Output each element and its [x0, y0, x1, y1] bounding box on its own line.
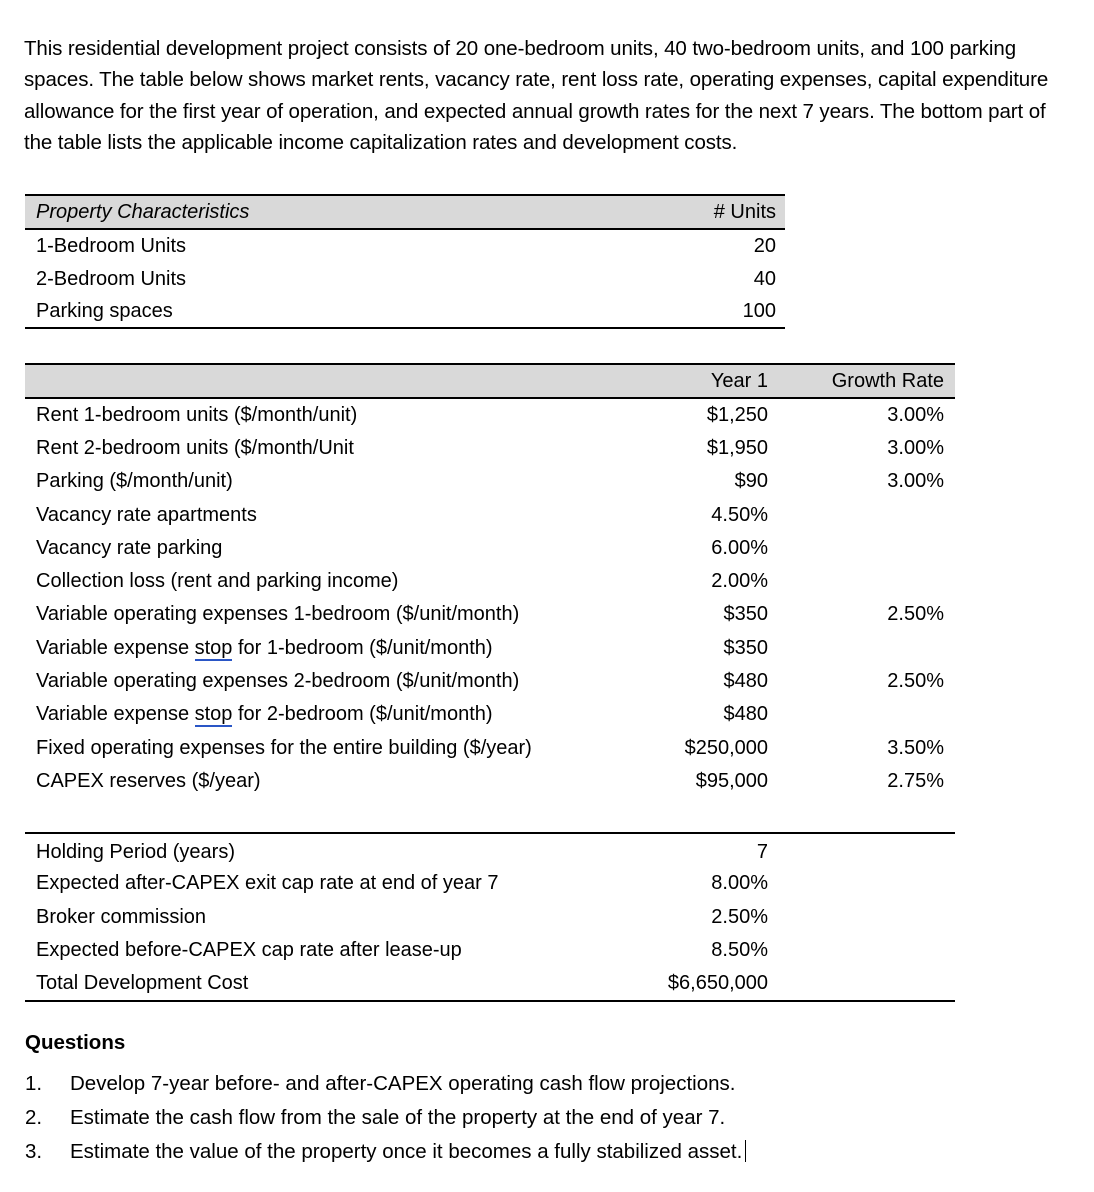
property-header-label: Property Characteristics [25, 195, 602, 229]
operating-row-growth: 3.00% [887, 436, 944, 459]
operating-row-year1: $90 [734, 470, 768, 493]
operating-row-growth: 3.00% [887, 470, 944, 493]
questions-list [25, 1067, 1005, 1169]
terms-row-blank [780, 900, 955, 934]
terms-table-body [25, 833, 955, 1001]
property-row-units: 100 [602, 295, 785, 328]
operating-row-growth: 2.75% [887, 769, 944, 792]
property-row-label: 1-Bedroom Units [36, 235, 187, 257]
operating-row-year1: $1,950 [706, 436, 768, 459]
terms-row-label: Broker commission [36, 905, 207, 928]
operating-row-label [25, 698, 635, 731]
list-item-text: Develop 7-year before- and after-CAPEX operating cash flow projections. [70, 1072, 736, 1095]
property-table-body [25, 229, 785, 328]
terms-row-blank [780, 934, 955, 968]
operating-row-label: Fixed operating expenses for the entire building ($/year) [36, 736, 532, 759]
intro-paragraph: This residential development project consists of 20 one-bedroom units, 40 two-bedroom units, and 100 parking spaces. The table below shows market rents, vacancy rate, rent loss rate, operating expenses, capital expenditure allowance for the first year of operation, and expected annual growth rates for the next 7 years. The bottom part of the table lists the applicable income capitalization rates and development costs. [24, 36, 1049, 154]
terms-row-value: 8.50% [711, 939, 768, 962]
label-post: for 1-bedroom ($/unit/month) [232, 636, 493, 659]
property-characteristics-table [25, 194, 785, 329]
table-row [25, 564, 955, 597]
table-row [25, 262, 785, 295]
property-header-units: # Units [602, 195, 785, 229]
operating-row-growth [780, 564, 955, 597]
property-row-units: 20 [753, 235, 776, 257]
terms-table [25, 832, 955, 1002]
operating-row-label: CAPEX reserves ($/year) [36, 769, 261, 792]
table-row [25, 934, 955, 968]
operating-table-head [25, 364, 955, 398]
operating-row-year1: $1,250 [706, 404, 768, 427]
operating-row-label: Rent 1-bedroom units ($/month/unit) [36, 404, 358, 427]
operating-row-year1: $95,000 [695, 769, 768, 792]
operating-row-growth [780, 498, 955, 531]
operating-row-label: Collection loss (rent and parking income) [36, 570, 399, 593]
table-row [25, 631, 955, 664]
operating-header-growth: Growth Rate [780, 364, 955, 398]
table-row [25, 295, 785, 328]
property-table-head [25, 195, 785, 229]
operating-row-year1: 4.50% [711, 503, 768, 526]
terms-row-label: Expected before-CAPEX cap rate after lease-up [36, 939, 462, 962]
operating-row-year1: $480 [723, 703, 768, 726]
table-row [25, 731, 955, 764]
operating-row-label: Variable operating expenses 2-bedroom ($/unit/month) [36, 670, 520, 693]
operating-row-growth [780, 631, 955, 664]
text-cursor [745, 1140, 746, 1162]
operating-table-body [25, 398, 955, 798]
list-item [25, 1135, 1005, 1169]
grammar-flagged-word[interactable]: stop [194, 636, 233, 659]
table-row [25, 398, 955, 431]
property-row-units: 40 [753, 267, 776, 290]
operating-row-year1: $350 [723, 603, 768, 626]
table-row [25, 465, 955, 498]
terms-row-label: Expected after-CAPEX exit cap rate at end of year 7 [36, 872, 499, 895]
table-row [25, 664, 955, 697]
terms-row-value: 2.50% [711, 905, 768, 928]
operating-row-growth: 2.50% [887, 670, 944, 693]
operating-row-year1: $250,000 [684, 736, 768, 759]
table-row [25, 764, 955, 797]
operating-table-header-row [25, 364, 955, 398]
list-item-number: 1. [25, 1072, 43, 1095]
operating-row-growth: 3.00% [887, 404, 944, 427]
terms-row-value: 7 [756, 840, 768, 863]
operating-row-growth [780, 531, 955, 564]
operating-row-year1: $480 [723, 670, 768, 693]
label-pre: Variable expense [36, 703, 195, 726]
questions-heading: Questions [25, 1031, 126, 1054]
list-item-text: Estimate the value of the property once it becomes a fully stabilized asset. [70, 1140, 743, 1163]
terms-row-blank [780, 833, 955, 867]
operating-row-label: Parking ($/month/unit) [36, 470, 233, 493]
label-post: for 2-bedroom ($/unit/month) [232, 703, 493, 726]
table-row [25, 867, 955, 901]
grammar-flagged-word[interactable]: stop [194, 703, 233, 726]
table-row [25, 833, 955, 867]
table-row [25, 967, 955, 1001]
table-row [25, 900, 955, 934]
terms-row-blank [780, 967, 955, 1001]
table-row [25, 498, 955, 531]
list-item [25, 1101, 1005, 1135]
terms-row-blank [780, 867, 955, 901]
operating-row-year1: 6.00% [711, 536, 768, 559]
operating-row-growth: 3.50% [887, 736, 944, 759]
table-row [25, 598, 955, 631]
table-row [25, 229, 785, 262]
operating-row-growth [780, 698, 955, 731]
operating-row-label: Vacancy rate apartments [36, 503, 257, 526]
list-item-number: 2. [25, 1106, 43, 1129]
terms-row-value: 8.00% [711, 872, 768, 895]
terms-row-label: Total Development Cost [36, 972, 249, 995]
property-row-label: 2-Bedroom Units [36, 267, 187, 290]
property-row-label: Parking spaces [25, 295, 602, 328]
list-item [25, 1067, 1005, 1101]
operating-header-year1: Year 1 [635, 364, 780, 398]
table-row [25, 698, 955, 731]
operating-row-growth: 2.50% [887, 603, 944, 626]
label-pre: Variable expense [36, 636, 195, 659]
table-row [25, 531, 955, 564]
list-item-text: Estimate the cash flow from the sale of the property at the end of year 7. [70, 1106, 726, 1129]
operating-assumptions-table [25, 363, 955, 798]
operating-row-year1: 2.00% [711, 570, 768, 593]
property-table-header-row [25, 195, 785, 229]
operating-row-label: Vacancy rate parking [36, 536, 223, 559]
terms-row-label: Holding Period (years) [36, 840, 235, 863]
operating-row-year1: $350 [723, 636, 768, 659]
operating-row-label: Variable operating expenses 1-bedroom ($/unit/month) [36, 603, 520, 626]
terms-row-value: $6,650,000 [667, 972, 768, 995]
list-item-number: 3. [25, 1140, 43, 1163]
operating-row-label [25, 631, 635, 664]
table-row [25, 431, 955, 464]
operating-row-label: Rent 2-bedroom units ($/month/Unit [36, 436, 354, 459]
operating-header-label [25, 364, 635, 398]
